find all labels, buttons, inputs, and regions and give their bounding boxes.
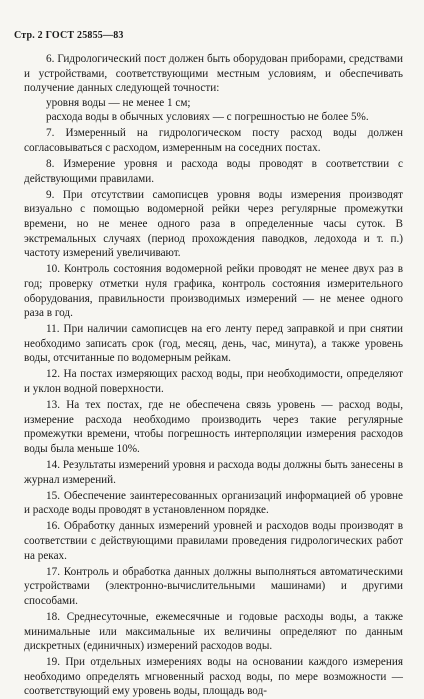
paragraph-18: 18. Среднесуточные, ежемесячные и годовые расходы воды, а также минимальные или максимальные их величины определяют по данным дискретных (единичных) измерений расходов воды. — [24, 610, 403, 653]
paragraph-14: 14. Результаты измерений уровня и расхода воды должны быть занесены в журнал измерений. — [24, 459, 403, 486]
paragraph-6-water-level: уровня воды — не менее 1 см; — [46, 96, 191, 109]
paragraph-6-water-flow: расхода воды в обычных условиях — с погрешностью не более 5%. — [46, 111, 369, 124]
paragraph-8: 8. Измерение уровня и расхода воды проводят в соответствии с действующими правилами. — [24, 158, 403, 185]
document-body — [24, 52, 403, 699]
paragraph-6: 6. Гидрологический пост должен быть оборудован приборами, средствами и устройствами, соответствующими местным условиям, и обеспечивать получение данных следующей точности: — [24, 53, 403, 95]
paragraph-16: 16. Обработку данных измерений уровней и расходов воды производят в соответствии с действующими правилами проведения гидрологических работ на реках. — [24, 520, 403, 562]
paragraph-11: 11. При наличии самописцев на его ленту перед заправкой и при снятии необходимо записать срок (год, месяц, день, час, минута), а также уровень воды, отсчитанные по водомерным рейкам. — [24, 323, 403, 365]
paragraph-10: 10. Контроль состояния водомерной рейки проводят не менее двух раз в год; проверку отметки нуля графика, контроль состояния измерительного оборудования, правильности производимых измерений — не менее одного раза в год. — [24, 263, 403, 320]
paragraph-15: 15. Обеспечение заинтересованных организаций информацией об уровне и расходе воды проводят в установленном порядке. — [24, 489, 403, 517]
page-header: Стр. 2 ГОСТ 25855—83 — [14, 30, 124, 41]
paragraph-7: 7. Измеренный на гидрологическом посту расход воды должен согласовываться с расходом, измеренным на соседних постах. — [24, 127, 403, 155]
paragraph-19: 19. При отдельных измерениях воды на основании каждого измерения необходимо определять мгновенный расход воды, по мере возможности — соответствующий ему уровень воды, площадь вод- — [24, 656, 403, 698]
paragraph-13: 13. На тех постах, где не обеспечена связь уровень — расход воды, измерение расхода необходимо производить через такие регулярные промежутки времени, чтобы погрешность интерполяции измерения расходов воды была меньше 10%. — [24, 399, 403, 455]
paragraph-9: 9. При отсутствии самописцев уровня воды измерения производят визуально с помощью водомерной рейки через регулярные промежутки времени, но не менее одного раза в определенные часы суток. В экстремальных случаях (период прохождения паводков, ледохода и т. п.) частоту измерений увеличивают. — [24, 188, 403, 260]
paragraph-12: 12. На постах измеряющих расход воды, при необходимости, определяют и уклон водной поверхности. — [24, 368, 403, 396]
paragraph-17: 17. Контроль и обработка данных должны выполняться автоматическими устройствами (электронно-вычислительными машинами) и другими способами. — [24, 565, 403, 607]
